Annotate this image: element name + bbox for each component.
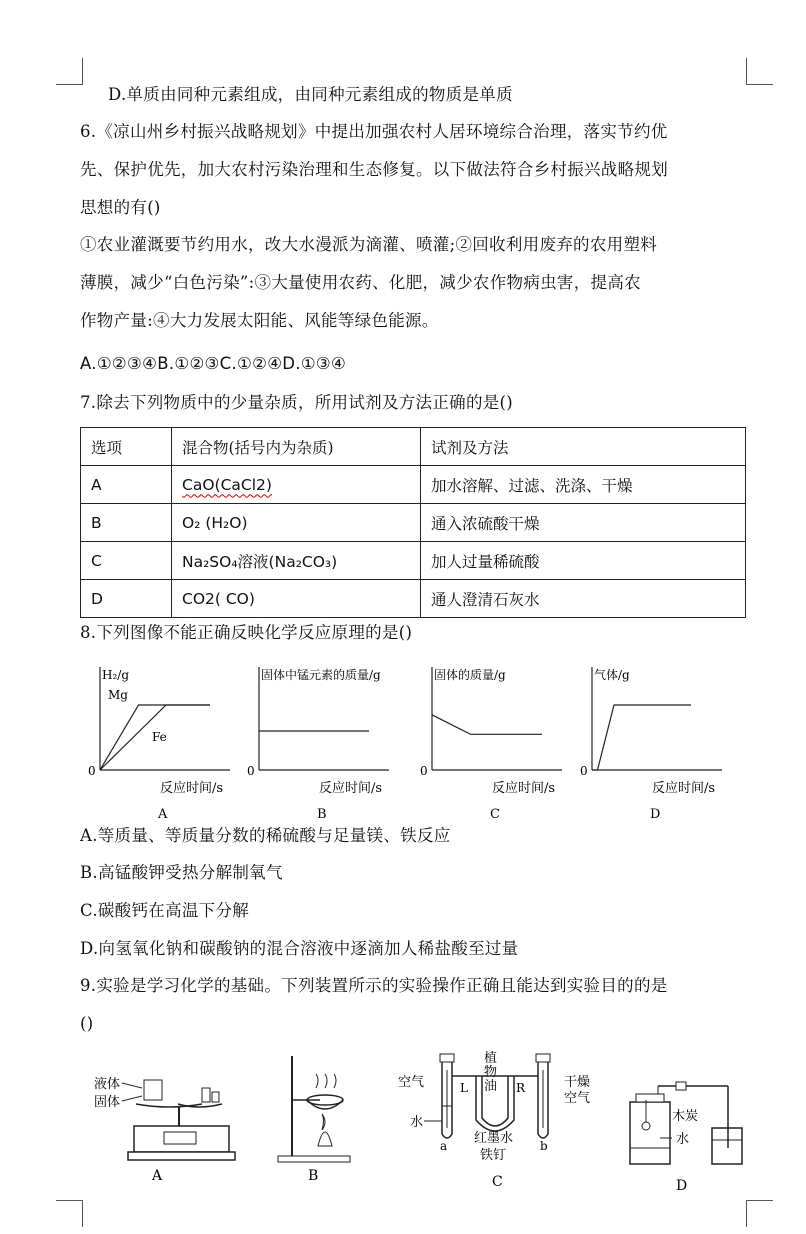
label-oil: 油: [484, 1079, 498, 1094]
q8-chart-b-svg: [245, 658, 415, 823]
label-a: a: [440, 1139, 448, 1153]
figure-label-a: A: [152, 1168, 163, 1184]
figure-label-b: B: [308, 1168, 319, 1184]
figure-label-d: D: [676, 1178, 688, 1194]
table-row: [81, 466, 746, 504]
q9-figure-c-rust-experiment: [396, 1046, 591, 1196]
y-axis-label: H₂/g: [102, 668, 129, 682]
table-cell-mixture: Na₂SO₄溶液(Na₂CO₃): [172, 542, 421, 580]
chart-label: B: [317, 807, 327, 822]
label-nail: 铁钉: [480, 1148, 507, 1163]
charcoal-combustion-illustration: [620, 1078, 750, 1198]
origin-label: 0: [420, 764, 428, 778]
table-header: 选项: [81, 428, 172, 466]
table-cell-method: 通入浓硫酸干燥: [421, 504, 746, 542]
origin-label: 0: [88, 764, 96, 778]
table-header: 混合物(括号内为杂质): [172, 428, 421, 466]
label-liquid: 液体: [94, 1077, 121, 1092]
table-cell-option: D: [81, 580, 172, 618]
q8-option-d: D.向氢氧化钠和碳酸钠的混合溶液中逐滴加人稀盐酸至过量: [80, 939, 519, 958]
x-axis-label: 反应时间/s: [652, 781, 716, 796]
q9-figure-d-charcoal-combustion: [620, 1078, 750, 1198]
table-cell-mixture: CaO(CaCl2): [172, 466, 421, 504]
table-cell-method: 加水溶解、过滤、洗涤、干燥: [421, 466, 746, 504]
balance-illustration: [94, 1066, 244, 1186]
rust-experiment-illustration: [396, 1046, 591, 1196]
table-cell-option: B: [81, 504, 172, 542]
q7-stem: 7.除去下列物质中的少量杂质，所用试剂及方法正确的是(): [80, 393, 514, 412]
table-cell-mixture: CO2( CO): [172, 580, 421, 618]
q6-items-line-1: ①农业灌溉要节约用水，改大水漫派为滴灌、喷灌;②回收利用废弃的农用塑料: [80, 235, 658, 254]
q6-stem-line-3: 思想的有(): [80, 198, 161, 217]
table-cell-option: A: [81, 466, 172, 504]
q8-option-b: B.高锰酸钾受热分解制氧气: [80, 863, 283, 882]
q8-stem: 8.下列图像不能正确反映化学反应原理的是(): [80, 623, 413, 642]
q8-chart-a: [86, 658, 256, 823]
evaporation-illustration: [270, 1048, 360, 1188]
crop-mark-bottom-right: [746, 1200, 773, 1227]
q8-chart-a-svg: [86, 658, 256, 823]
x-axis-label: 反应时间/s: [319, 781, 383, 796]
q7-table: [80, 427, 746, 618]
table-cell-mixture: O₂ (H₂O): [172, 504, 421, 542]
q8-chart-b: [245, 658, 415, 823]
q8-option-a: A.等质量、等质量分数的稀硫酸与足量镁、铁反应: [80, 826, 451, 845]
table-header: 试剂及方法: [421, 428, 746, 466]
chart-label: A: [158, 807, 168, 822]
y-axis-label: 固体的质量/g: [434, 668, 506, 682]
crop-mark-bottom-left: [56, 1200, 83, 1227]
origin-label: 0: [580, 764, 588, 778]
q6-stem-line-1: 6.《凉山州乡村振兴战略规划》中提出加强农村人居环境综合治理，落实节约优: [80, 122, 668, 141]
label-l: L: [460, 1081, 468, 1095]
label-r: R: [516, 1081, 526, 1095]
table-row: [81, 580, 746, 618]
label-water: 水: [410, 1115, 424, 1130]
chart-label: C: [490, 807, 500, 822]
figure-label-c: C: [492, 1174, 503, 1190]
series-line-gas: [592, 705, 691, 770]
crop-mark-top-left: [56, 58, 83, 85]
q9-figure-a-balance: [94, 1066, 244, 1186]
label-b: b: [540, 1139, 548, 1153]
table-cell-method: 通人澄清石灰水: [421, 580, 746, 618]
chart-label: D: [650, 807, 661, 822]
x-axis-label: 反应时间/s: [160, 781, 224, 796]
q8-chart-d: [578, 658, 748, 823]
q8-chart-c-svg: [418, 658, 588, 823]
x-axis-label: 反应时间/s: [492, 781, 556, 796]
q6-items-line-3: 作物产量:④大力发展太阳能、风能等绿色能源。: [80, 311, 439, 330]
table-cell-option: C: [81, 542, 172, 580]
series-label-fe: Fe: [152, 729, 167, 744]
origin-label: 0: [247, 764, 255, 778]
q9-stem-line-2: (): [80, 1014, 94, 1033]
table-cell-method: 加人过量稀硫酸: [421, 542, 746, 580]
label-solid: 固体: [94, 1095, 121, 1110]
table-header-row: [81, 428, 746, 466]
y-axis-label: 固体中锰元素的质量/g: [261, 668, 381, 682]
q6-items-line-2: 薄膜，减少“白色污染”:③大量使用农药、化肥，减少农作物病虫害，提高农: [80, 273, 641, 292]
table-row: [81, 504, 746, 542]
q9-stem-line-1: 9.实验是学习化学的基础。下列装置所示的实验操作正确且能达到实验目的的是: [80, 976, 668, 995]
q9-figure-b-evaporation: [270, 1048, 360, 1188]
label-water-d: 水: [676, 1132, 690, 1147]
label-dry-2: 空气: [564, 1091, 591, 1106]
series-label-mg: Mg: [108, 688, 128, 702]
series-line-solid: [432, 715, 542, 735]
q6-options: A.①②③④B.①②③C.①②④D.①③④: [80, 354, 347, 373]
q8-option-c: C.碳酸钙在高温下分解: [80, 901, 250, 920]
y-axis-label: 气体/g: [594, 668, 630, 682]
q6-stem-line-2: 先、保护优先，加大农村污染治理和生态修复。以下做法符合乡村振兴战略规划: [80, 160, 668, 179]
q8-chart-c: [418, 658, 588, 823]
label-plant-2: 物: [484, 1065, 498, 1080]
label-plant: 植: [484, 1051, 498, 1066]
q5-option-d: D.单质由同种元素组成，由同种元素组成的物质是单质: [108, 85, 513, 104]
q8-chart-d-svg: [578, 658, 748, 823]
label-air: 空气: [398, 1075, 425, 1090]
label-red-water: 红墨水: [474, 1131, 514, 1146]
label-dry-1: 干燥: [564, 1075, 591, 1090]
table-row: [81, 542, 746, 580]
label-charcoal: 木炭: [672, 1109, 699, 1124]
